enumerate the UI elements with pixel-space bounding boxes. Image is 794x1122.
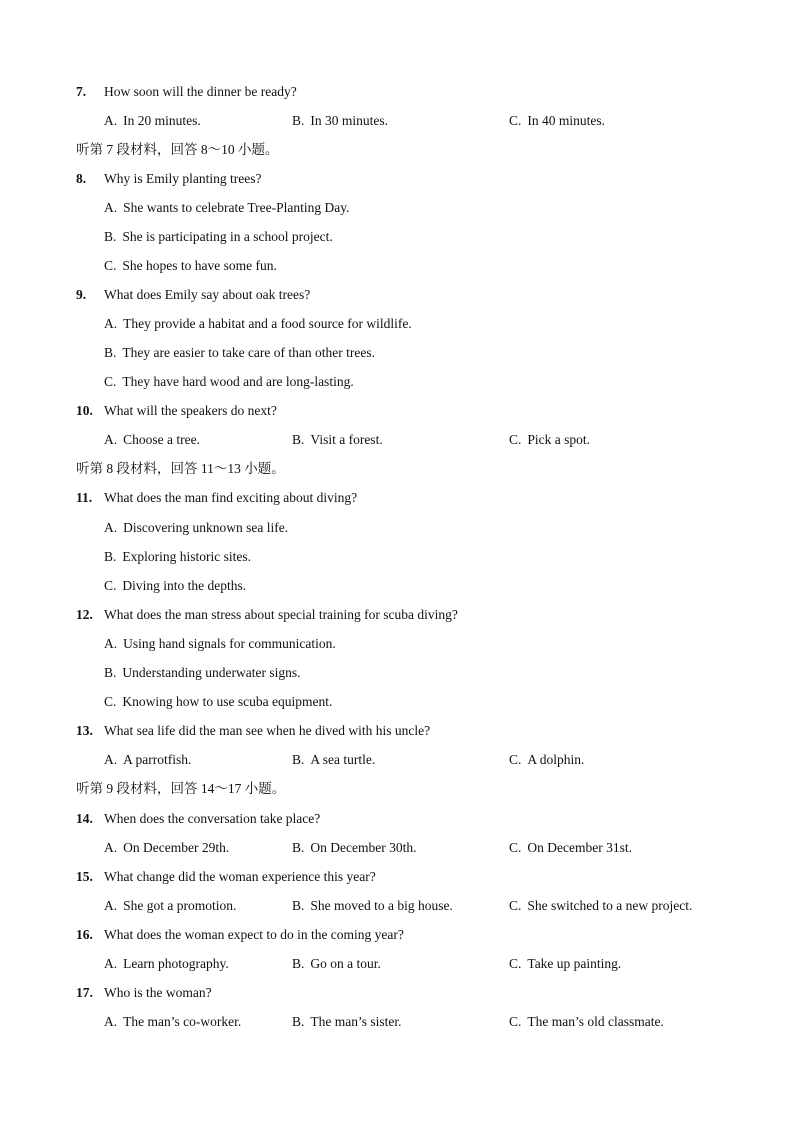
option-text: A sea turtle. [310,752,376,767]
question-12 [0,605,794,625]
option-a [0,634,794,654]
option-a [104,896,236,916]
option-letter: A. [104,520,118,535]
question-number: 17. [76,985,93,1000]
option-text: Using hand signals for communication. [123,636,336,651]
option-letter: B. [292,432,305,447]
question-8 [0,169,794,189]
question-number: 10. [76,403,93,418]
question-number: 13. [76,723,93,738]
option-text: The man’s sister. [310,1014,402,1029]
option-text: In 30 minutes. [310,113,389,128]
option-text: In 20 minutes. [123,113,201,128]
option-a [0,198,794,218]
option-text: On December 29th. [123,840,230,855]
option-letter: C. [104,694,117,709]
option-letter: B. [104,665,117,680]
question-number: 7. [76,84,87,99]
option-letter: C. [509,113,522,128]
option-letter: B. [292,1014,305,1029]
question-14 [0,809,794,829]
option-text: She is participating in a school project. [122,229,333,244]
option-letter: C. [104,578,117,593]
option-c [0,256,794,276]
question-text: What change did the woman experience this year? [104,869,376,884]
section-instruction [0,779,794,799]
option-letter: A. [104,752,118,767]
option-b [292,430,383,450]
question-number: 12. [76,607,93,622]
options-row [0,111,794,131]
option-text: Pick a spot. [527,432,591,447]
option-text: The man’s co-worker. [123,1014,242,1029]
options-row [0,750,794,770]
section-text: 听第 8 段材料，回答 11～13 小题。 [76,461,285,476]
option-b [0,343,794,363]
option-a [104,954,229,974]
option-b [292,838,416,858]
question-text: What does the man find exciting about diving? [104,490,358,505]
option-letter: C. [509,432,522,447]
option-letter: B. [292,113,305,128]
option-letter: C. [104,258,117,273]
option-text: A dolphin. [527,752,585,767]
option-text: On December 30th. [310,840,417,855]
option-a [0,314,794,334]
question-number: 8. [76,171,87,186]
question-text: How soon will the dinner be ready? [104,84,297,99]
option-letter: A. [104,432,118,447]
question-number: 14. [76,811,93,826]
option-letter: C. [509,1014,522,1029]
option-letter: A. [104,956,118,971]
question-number: 9. [76,287,87,302]
section-instruction [0,140,794,160]
options-row [0,838,794,858]
option-a [104,1012,241,1032]
option-text: She moved to a big house. [310,898,453,913]
question-15 [0,867,794,887]
option-b [292,750,375,770]
option-text: They are easier to take care of than other trees. [122,345,376,360]
question-text: What does the woman expect to do in the coming year? [104,927,404,942]
question-13 [0,721,794,741]
question-7 [0,82,794,102]
option-a [104,430,200,450]
option-text: In 40 minutes. [527,113,606,128]
question-text: What sea life did the man see when he dived with his uncle? [104,723,431,738]
question-text: What does Emily say about oak trees? [104,287,311,302]
question-text: What will the speakers do next? [104,403,277,418]
question-number: 15. [76,869,93,884]
option-text: A parrotfish. [123,752,192,767]
option-b [0,547,794,567]
question-text: What does the man stress about special training for scuba diving? [104,607,458,622]
option-letter: B. [292,898,305,913]
question-9 [0,285,794,305]
option-a [104,750,191,770]
option-text: Take up painting. [527,956,622,971]
option-b [0,663,794,683]
option-letter: C. [509,956,522,971]
section-text: 听第 9 段材料，回答 14～17 小题。 [76,781,286,796]
option-letter: A. [104,316,118,331]
option-letter: A. [104,200,118,215]
option-c [0,372,794,392]
section-instruction [0,459,794,479]
options-row [0,430,794,450]
option-c [509,1012,664,1032]
question-10 [0,401,794,421]
option-letter: A. [104,840,118,855]
option-letter: A. [104,636,118,651]
option-a [0,518,794,538]
option-text: She hopes to have some fun. [122,258,277,273]
option-text: They have hard wood and are long-lasting. [122,374,354,389]
option-text: Choose a tree. [123,432,200,447]
option-a [104,838,229,858]
option-b [0,227,794,247]
option-letter: A. [104,898,118,913]
option-text: Understanding underwater signs. [122,665,301,680]
options-row [0,1012,794,1032]
option-letter: B. [104,345,117,360]
option-text: Learn photography. [123,956,229,971]
option-c [509,838,632,858]
question-number: 16. [76,927,93,942]
options-row [0,954,794,974]
option-c [0,576,794,596]
option-text: She got a promotion. [123,898,237,913]
option-c [509,430,590,450]
option-text: Exploring historic sites. [122,549,252,564]
option-b [292,111,388,131]
question-number: 11. [76,490,93,505]
question-16 [0,925,794,945]
option-letter: C. [509,840,522,855]
option-letter: C. [509,898,522,913]
question-11 [0,488,794,508]
question-17 [0,983,794,1003]
option-letter: B. [292,752,305,767]
option-b [292,954,381,974]
option-text: Go on a tour. [310,956,381,971]
option-text: Knowing how to use scuba equipment. [122,694,333,709]
option-letter: B. [292,956,305,971]
section-text: 听第 7 段材料，回答 8～10 小题。 [76,142,279,157]
option-letter: A. [104,113,118,128]
option-c [509,896,692,916]
option-letter: B. [292,840,305,855]
option-text: Visit a forest. [310,432,383,447]
option-c [509,750,584,770]
question-text: When does the conversation take place? [104,811,321,826]
question-text: Who is the woman? [104,985,212,1000]
option-letter: A. [104,1014,118,1029]
option-c [509,111,605,131]
question-text: Why is Emily planting trees? [104,171,262,186]
option-letter: B. [104,549,117,564]
option-letter: C. [104,374,117,389]
option-text: The man’s old classmate. [527,1014,664,1029]
option-b [292,896,453,916]
option-letter: C. [509,752,522,767]
option-c [0,692,794,712]
option-text: She switched to a new project. [527,898,693,913]
option-text: On December 31st. [527,840,632,855]
option-text: Discovering unknown sea life. [123,520,289,535]
option-text: She wants to celebrate Tree-Planting Day. [123,200,350,215]
option-text: Diving into the depths. [122,578,247,593]
option-a [104,111,201,131]
option-b [292,1012,402,1032]
option-c [509,954,621,974]
option-letter: B. [104,229,117,244]
options-row [0,896,794,916]
option-text: They provide a habitat and a food source for wildlife. [123,316,412,331]
